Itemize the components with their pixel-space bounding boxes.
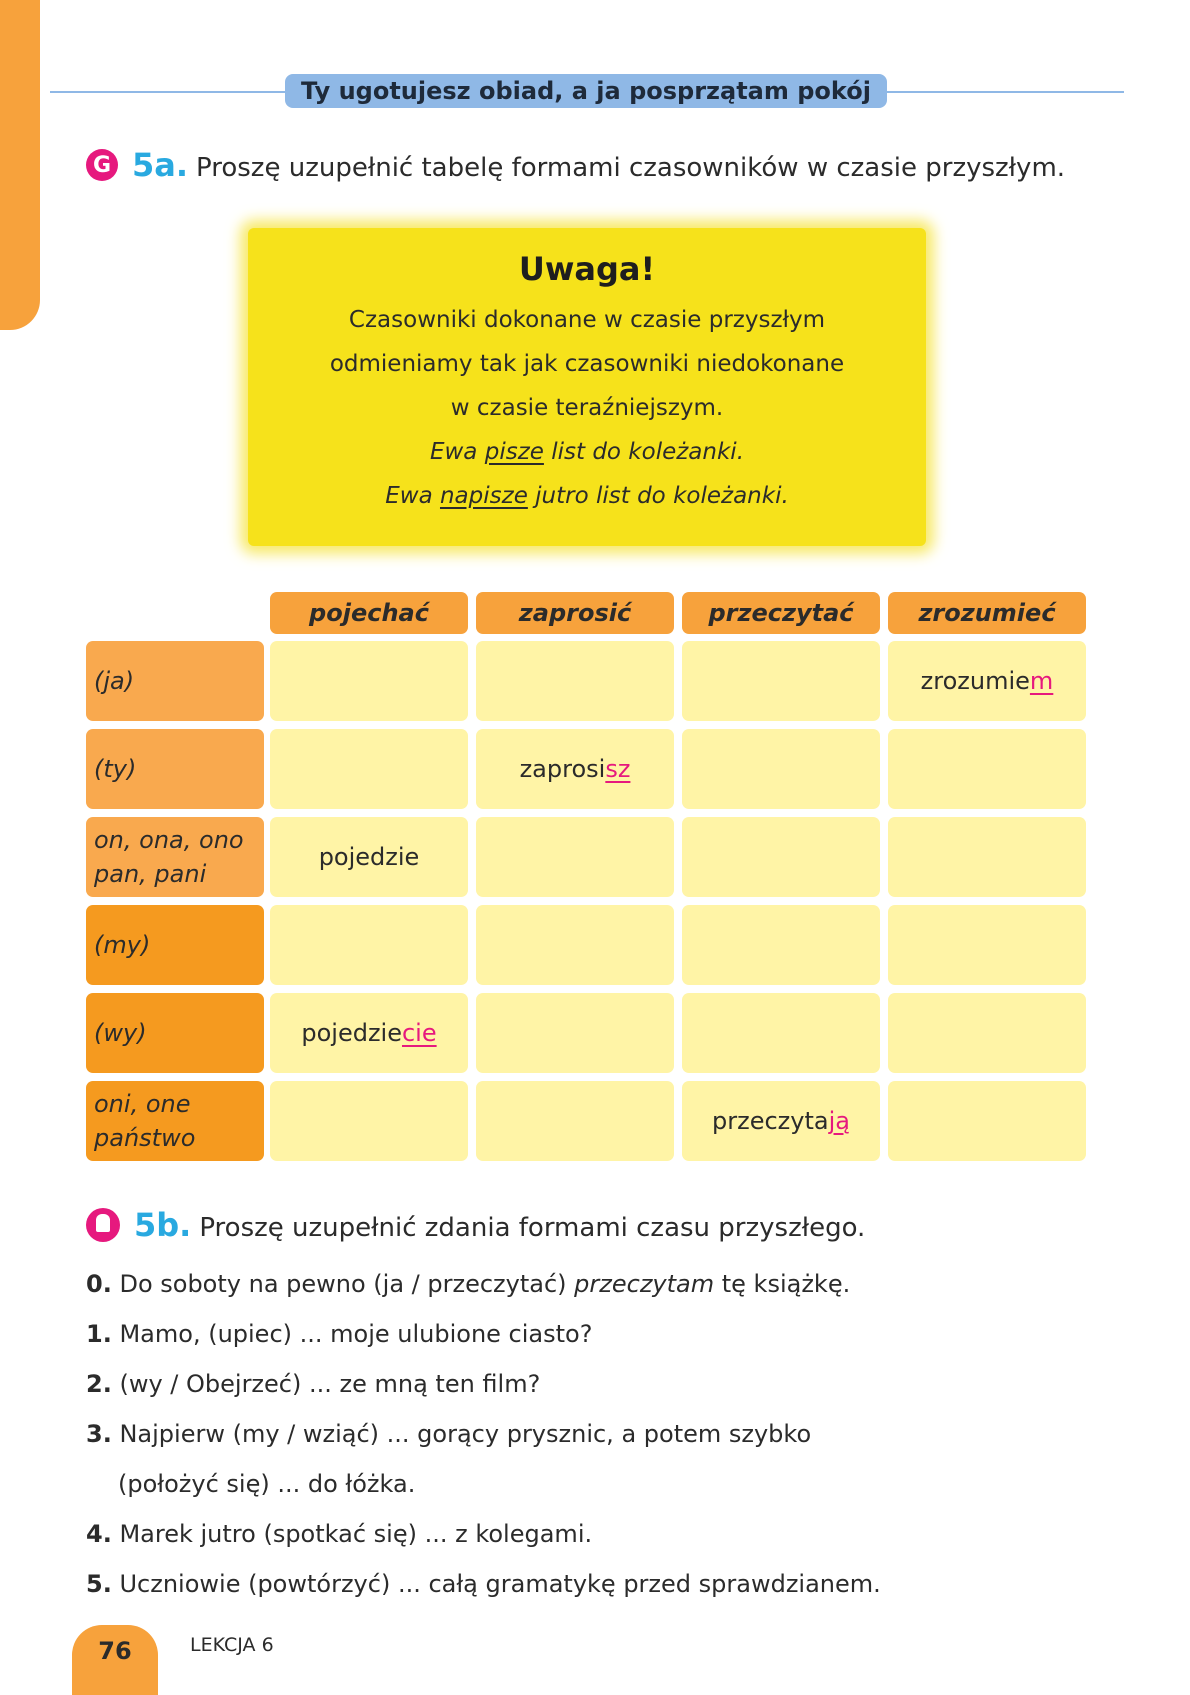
row-header-oni-one: oni, one państwo: [86, 1081, 264, 1161]
answer-cell[interactable]: [476, 1081, 674, 1161]
exercise-instruction: Proszę uzupełnić zdania formami czasu przyszłego.: [199, 1213, 866, 1243]
row-header-on-ona-ono: on, ona, ono pan, pani: [86, 817, 264, 897]
write-icon: [86, 1208, 120, 1242]
exercise-5a-heading: [86, 146, 1065, 184]
note-example: Ewa napisze jutro list do koleżanki.: [385, 483, 789, 509]
verb-ending: ją: [828, 1107, 850, 1135]
sentence-3: 3. Najpierw (my / wziąć) ... gorący prysznic, a potem szybko: [86, 1420, 812, 1448]
exercise-instruction: Proszę uzupełnić tabelę formami czasowników w czasie przyszłym.: [196, 153, 1066, 183]
answer-cell[interactable]: [270, 641, 468, 721]
grammar-icon: G: [86, 149, 118, 181]
column-header-przeczytac: przeczytać: [682, 592, 880, 634]
answer-cell[interactable]: [270, 1081, 468, 1161]
example-verb: napisze: [439, 483, 528, 509]
answer-cell[interactable]: zrozumie m: [888, 641, 1086, 721]
answer-cell[interactable]: [888, 729, 1086, 809]
example-verb: pisze: [484, 439, 544, 465]
sentence-example: 0. Do soboty na pewno (ja / przeczytać) przeczytam tę książkę.: [86, 1270, 851, 1298]
exercise-number: 5b.: [134, 1206, 192, 1244]
exercise-number: 5a.: [132, 146, 189, 184]
column-header-zrozumiec: zrozumieć: [888, 592, 1086, 634]
answer-cell[interactable]: [476, 905, 674, 985]
page-number: 76: [72, 1625, 158, 1695]
sentence-4: 4. Marek jutro (spotkać się) ... z kolegami.: [86, 1520, 593, 1548]
row-header-my: (my): [86, 905, 264, 985]
answer-cell[interactable]: pojedzie cie: [270, 993, 468, 1073]
note-line: Czasowniki dokonane w czasie przyszłym: [348, 307, 826, 333]
row-header-ty: (ty): [86, 729, 264, 809]
answer-cell[interactable]: [888, 905, 1086, 985]
answer-cell[interactable]: [476, 993, 674, 1073]
answer-cell[interactable]: przeczyta ją: [682, 1081, 880, 1161]
answer-cell[interactable]: [888, 817, 1086, 897]
answer-cell[interactable]: [270, 905, 468, 985]
answer-cell[interactable]: [888, 1081, 1086, 1161]
answer-cell[interactable]: [682, 905, 880, 985]
note-body: [248, 298, 926, 518]
answer-cell[interactable]: [682, 729, 880, 809]
verb-ending: m: [1029, 667, 1054, 695]
verb-ending: cie: [401, 1019, 437, 1047]
column-header-pojechac: pojechać: [270, 592, 468, 634]
answer-cell[interactable]: [476, 817, 674, 897]
answer-cell[interactable]: [888, 993, 1086, 1073]
column-header-zaprosic: zaprosić: [476, 592, 674, 634]
row-header-wy: (wy): [86, 993, 264, 1073]
sentence-3-continued: (położyć się) ... do łóżka.: [118, 1470, 416, 1498]
row-header-ja: (ja): [86, 641, 264, 721]
sentence-5: 5. Uczniowie (powtórzyć) ... całą gramatykę przed sprawdzianem.: [86, 1570, 881, 1598]
sentence-2: 2. (wy / Obejrzeć) ... ze mną ten film?: [86, 1370, 541, 1398]
note-line: odmieniamy tak jak czasowniki niedokonane: [329, 351, 845, 377]
answer-cell[interactable]: pojedzie: [270, 817, 468, 897]
note-box: [248, 228, 926, 546]
answer-cell[interactable]: [270, 729, 468, 809]
exercise-5b-heading: [86, 1206, 865, 1244]
answer-cell[interactable]: [682, 993, 880, 1073]
note-example: Ewa pisze list do koleżanki.: [429, 439, 745, 465]
lesson-label: LEKCJA 6: [190, 1634, 274, 1656]
answer-cell[interactable]: [682, 817, 880, 897]
answer-cell[interactable]: zaprosi sz: [476, 729, 674, 809]
sentence-1: 1. Mamo, (upiec) ... moje ulubione ciasto?: [86, 1320, 593, 1348]
verb-ending: sz: [605, 755, 631, 783]
side-tab-decoration: [0, 0, 40, 330]
note-title: Uwaga!: [518, 250, 656, 288]
answer-cell[interactable]: [476, 641, 674, 721]
page-title: Ty ugotujesz obiad, a ja posprzątam pokój: [285, 74, 887, 108]
answer-cell[interactable]: [682, 641, 880, 721]
note-line: w czasie teraźniejszym.: [450, 395, 724, 421]
example-answer: przeczytam: [574, 1270, 715, 1298]
